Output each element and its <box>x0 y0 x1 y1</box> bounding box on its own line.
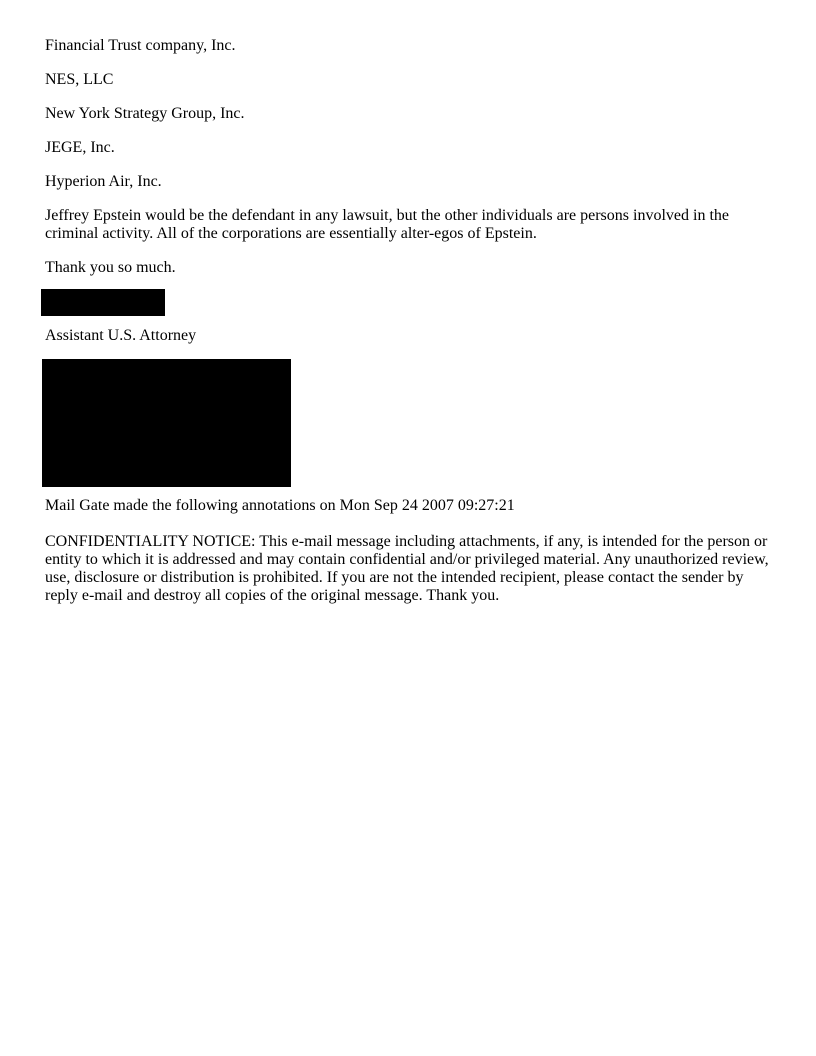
confidentiality-notice-line: reply e-mail and destroy all copies of the original message. Thank you. <box>45 587 500 604</box>
body-paragraph-line: criminal activity. All of the corporations are essentially alter-egos of Epstein. <box>45 225 537 242</box>
entity-financial-trust: Financial Trust company, Inc. <box>45 37 236 54</box>
entity-nes: NES, LLC <box>45 71 114 88</box>
redacted-signature-block <box>42 359 291 487</box>
body-paragraph-line: Jeffrey Epstein would be the defendant in any lawsuit, but the other individuals are persons involved in the <box>45 207 729 224</box>
redacted-name-block <box>41 289 165 316</box>
body-paragraph <box>45 207 729 243</box>
entity-new-york-strategy-group: New York Strategy Group, Inc. <box>45 105 245 122</box>
mail-gate-annotation: Mail Gate made the following annotations on Mon Sep 24 2007 09:27:21 <box>45 497 515 514</box>
entity-hyperion-air: Hyperion Air, Inc. <box>45 173 162 190</box>
confidentiality-notice <box>45 533 769 605</box>
confidentiality-notice-line: CONFIDENTIALITY NOTICE: This e-mail message including attachments, if any, is intended for the person or <box>45 533 768 550</box>
signature-title: Assistant U.S. Attorney <box>45 327 197 344</box>
closing-line: Thank you so much. <box>45 259 176 276</box>
confidentiality-notice-line: entity to which it is addressed and may contain confidential and/or privileged material. Any unauthorized review, <box>45 551 769 568</box>
confidentiality-notice-line: use, disclosure or distribution is prohibited. If you are not the intended recipient, please contact the sender by <box>45 569 744 586</box>
entity-jege: JEGE, Inc. <box>45 139 115 156</box>
